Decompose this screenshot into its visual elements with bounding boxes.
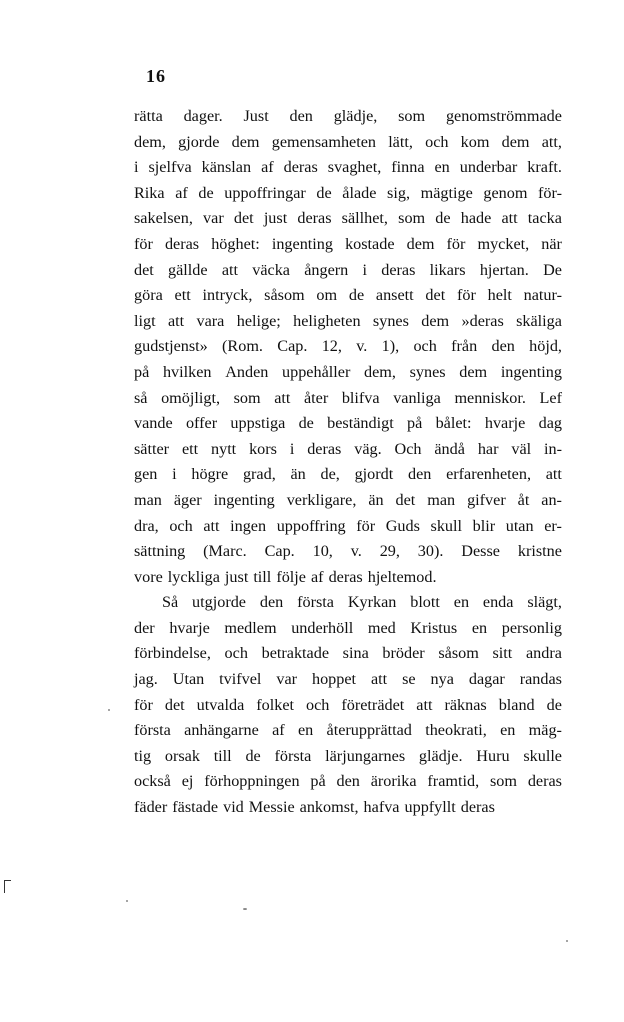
text-line: också ej förhoppningen på den ärorika framtid, som deras [134,772,562,791]
text-line: man äger ingenting verkligare, än det man gifver åt an- [134,490,562,509]
text-line: rätta dager. Just den glädje, som genomströmmade [134,107,562,125]
text-line: ligt att vara helige; heligheten synes dem »deras skäliga [134,311,562,330]
speck [566,940,568,942]
text-line: der hvarje medlem underhöll med Kristus en personlig [134,618,562,637]
text-line: dra, och att ingen uppoffring för Guds skull blir utan er- [134,516,562,535]
text-line: förbindelse, och betraktade sina bröder såsom sitt andra [134,644,562,663]
text-line: för deras höghet: ingenting kostade dem för mycket, när [134,234,562,253]
text-line: sakelsen, var det just deras sällhet, som de hade att tacka [134,209,562,228]
speck [108,709,110,711]
text-line: jag. Utan tvifvel var hoppet att se nya dagar randas [134,670,562,689]
text-line: fäder fästade vid Messie ankomst, hafva uppfyllt deras [134,798,495,817]
text-line: på hvilken Anden uppehåller dem, synes dem ingenting [134,362,562,381]
page-number: 16 [146,66,166,86]
text-line: tig orsak till de första lärjungarnes glädje. Huru skulle [134,746,562,765]
text-line: det gällde att väcka ångern i deras likars hjertan. De [134,260,562,279]
text-line: vore lyckliga just till följe af deras hjeltemod. [134,567,437,586]
text-line: första anhängarne af en återupprättad theokrati, en mäg- [134,721,562,740]
text-line: för det utvalda folket och företrädet att räknas bland de [134,695,562,714]
text-line: sättning (Marc. Cap. 10, v. 29, 30). Desse kristne [134,542,562,561]
text-line: Så utgjorde den första Kyrkan blott en enda slägt, [162,593,562,612]
corner-mark [4,880,11,893]
text-line: göra ett intryck, såsom om de ansett det för helt natur- [134,286,562,305]
speck [126,900,128,902]
text-line: gen i högre grad, än de, gjordt den erfarenheten, att [134,465,562,484]
text-line: vande offer uppstiga de beständigt på bålet: hvarje dag [134,414,562,433]
speck [243,908,247,910]
text-line: sätter ett nytt kors i deras väg. Och ändå har väl in- [134,439,562,458]
body-text [134,104,562,821]
text-line: dem, gjorde dem gemensamheten lätt, och kom dem att, [134,132,562,151]
text-line: i sjelfva känslan af deras svaghet, finna en underbar kraft. [134,158,562,177]
text-line: gudstjenst» (Rom. Cap. 12, v. 1), och från den höjd, [134,337,562,356]
text-line: så omöjligt, som att åter blifva vanliga menniskor. Lef [134,388,562,407]
text-line: Rika af de uppoffringar de ålade sig, mägtige genom för- [134,183,562,202]
